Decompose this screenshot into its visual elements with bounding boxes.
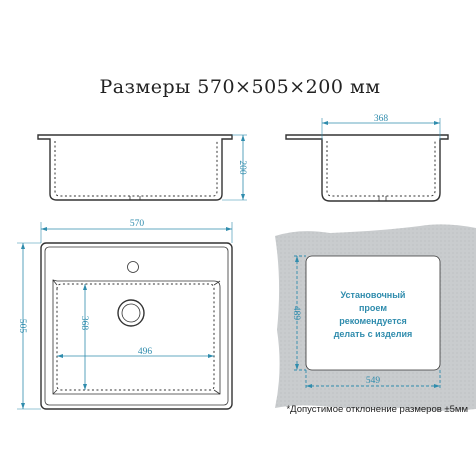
- top-view: [17, 219, 232, 409]
- depth-dimension-label: 505: [17, 318, 27, 334]
- cutout-width-dimension-label: 549: [365, 376, 381, 386]
- side-view-front: [38, 135, 247, 200]
- bowl-length-dimension-label: 496: [137, 347, 153, 357]
- cutout-text-line-4: делать с изделия: [333, 329, 413, 339]
- bowl-depth-dimension-label: 368: [79, 315, 89, 331]
- cutout-text-line-1: Установочный: [340, 290, 406, 300]
- tap-hole-icon: [128, 262, 139, 273]
- width-dimension-label: 570: [129, 219, 145, 229]
- cutout-opening: [306, 256, 440, 370]
- cutout-height-dimension-label: 489: [291, 305, 301, 321]
- page-title: Размеры 570×505×200 мм: [99, 76, 381, 98]
- side-view-side: [286, 114, 448, 201]
- tolerance-note: *Допустимое отклонение размеров ±5мм: [286, 404, 468, 415]
- bowl-width-dimension-label: 368: [373, 114, 389, 124]
- cutout-view: [275, 224, 476, 410]
- cutout-text-line-3: рекомендуется: [339, 316, 407, 326]
- cutout-text-line-2: проем: [359, 303, 387, 313]
- height-dimension-label: 200: [237, 160, 247, 175]
